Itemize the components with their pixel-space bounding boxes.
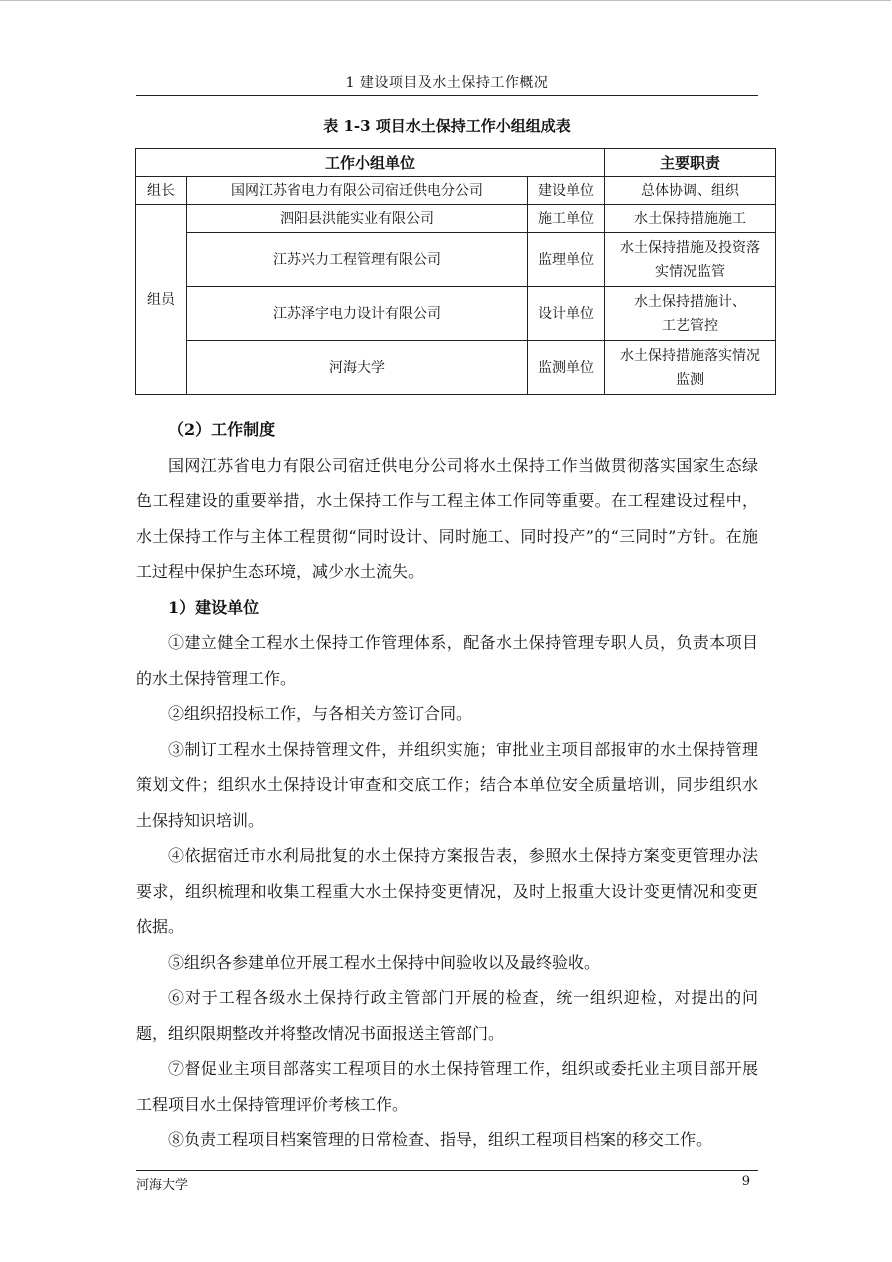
page-number: 9 (741, 1174, 750, 1189)
duty-line: 监测 (676, 371, 705, 388)
duty-item: ④依据宿迁市水利局批复的水土保持方案报告表，参照水土保持方案变更管理办法要求，组织梳理和收集工程重大水土保持变更情况，及时上报重大设计变更情况和变更依据。 (136, 846, 758, 936)
duty-item: ③制订工程水土保持管理文件，并组织实施；审批业主项目部报审的水土保持管理策划文件；组织水土保持设计审查和交底工作；结合本单位安全质量培训，同步组织水土保持知识培训。 (136, 739, 758, 830)
intro-paragraph: 国网江苏省电力有限公司宿迁供电分公司将水土保持工作当做贯彻落实国家生态绿色工程建设的重要举措，水土保持工作与工程主体工作同等重要。在工程建设过程中，水土保持工作与主体工程贯彻“同时设计、同时施工、同时投产”的“三同时”方针。在施工过程中保护生态环境，减少水土流失。 (136, 455, 758, 581)
running-header: 1 建设项目及水土保持工作概况 (345, 75, 549, 91)
org-cell: 河海大学 (187, 341, 528, 395)
duty-item: ⑤组织各参建单位开展工程水土保持中间验收以及最终验收。 (168, 952, 601, 972)
header-duty: 主要职责 (605, 149, 776, 177)
org-cell: 江苏泽宇电力设计有限公司 (187, 287, 528, 341)
table-title: 表 1-3 项目水土保持工作小组组成表 (323, 117, 571, 135)
duty-item: ①建立健全工程水土保持工作管理体系，配备水土保持管理专职人员，负责本项目的水土保持管理工作。 (136, 633, 758, 688)
duty-item: ⑧负责工程项目档案管理的日常检查、指导，组织工程项目档案的移交工作。 (168, 1130, 713, 1149)
duty-item: ⑥对于工程各级水土保持行政主管部门开展的检查，统一组织迎检，对提出的问题，组织限期整改并将整改情况书面报送主管部门。 (136, 988, 758, 1043)
org-cell: 江苏兴力工程管理有限公司 (187, 233, 528, 287)
table-row (136, 233, 776, 287)
duty-cell: 水土保持措施施工 (605, 205, 776, 233)
table-header-row (136, 149, 776, 177)
footer-rule (136, 1170, 758, 1171)
duty-item: ②组织招投标工作，与各相关方签订合同。 (168, 704, 473, 723)
subsection-heading: 1）建设单位 (168, 597, 260, 617)
document-body (136, 412, 758, 1158)
duty-line: 工艺管控 (662, 317, 719, 334)
header-rule (136, 95, 758, 96)
duty-cell (605, 341, 776, 395)
table-row (136, 205, 776, 233)
duty-line: 水土保持措施计、 (634, 293, 747, 310)
page-top-edge (0, 0, 891, 1)
work-group-table (135, 148, 776, 395)
org-cell: 泗阳县洪能实业有限公司 (187, 205, 528, 233)
table-row-leader (136, 177, 776, 205)
type-cell: 监测单位 (528, 341, 605, 395)
org-cell: 国网江苏省电力有限公司宿迁供电分公司 (187, 177, 528, 205)
role-cell: 组长 (136, 177, 187, 205)
table-row (136, 341, 776, 395)
section-heading: （2）工作制度 (168, 420, 276, 439)
header-unit: 工作小组单位 (136, 149, 605, 177)
duty-item: ⑦督促业主项目部落实工程项目的水土保持管理工作，组织或委托业主项目部开展工程项目水土保持管理评价考核工作。 (136, 1059, 758, 1114)
type-cell: 设计单位 (528, 287, 605, 341)
footer-institution: 河海大学 (136, 1178, 189, 1193)
duty-line: 水土保持措施及投资落 (620, 239, 761, 256)
duty-cell (605, 233, 776, 287)
duty-cell (605, 287, 776, 341)
duty-cell: 总体协调、组织 (605, 177, 776, 205)
table-row (136, 287, 776, 341)
type-cell: 建设单位 (528, 177, 605, 205)
type-cell: 监理单位 (528, 233, 605, 287)
duty-line: 实情况监管 (655, 263, 726, 280)
role-cell: 组员 (136, 205, 187, 395)
duty-line: 水土保持措施落实情况 (620, 347, 761, 364)
type-cell: 施工单位 (528, 205, 605, 233)
